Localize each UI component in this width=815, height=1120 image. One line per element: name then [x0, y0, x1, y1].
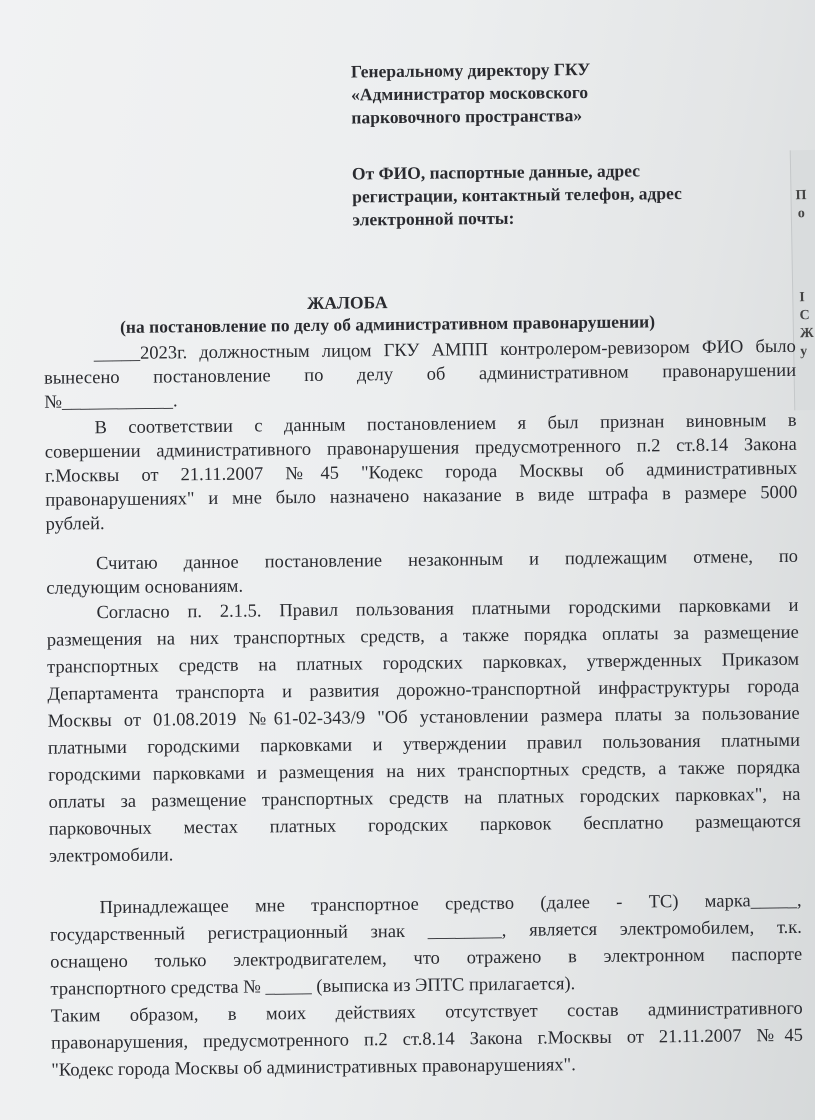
- body-line: транспортного средства № _____ (выписка из ЭПТС прилагается).: [50, 974, 576, 1000]
- edge-glyph: о: [797, 206, 805, 222]
- body-line: оснащено только электродвигателем, что отражено в электронном паспорте: [50, 944, 803, 973]
- edge-glyph: I: [799, 290, 805, 306]
- body-line: совершении административного правонарушения предусмотренного п.2 ст.8.14 Закона: [44, 434, 797, 463]
- body-line: Таким образом, в моих действиях отсутствует состав административного: [50, 998, 803, 1027]
- body-line: г.Москвы от 21.11.2007 №45 "Кодекс города Москвы об административных: [45, 458, 798, 487]
- body-line: В соответствии с данным постановлением я был признан виновным в: [94, 410, 797, 439]
- body-line: Считаю данное постановление незаконным и подлежащим отмене, по: [95, 546, 799, 575]
- addressee-line: «Администратор московского: [351, 82, 589, 105]
- body-line: _____2023г. должностным лицом ГКУ АМПП контролером-ревизором ФИО было: [93, 336, 796, 365]
- edge-glyph: у: [800, 344, 808, 360]
- body-line: вынесено постановление по делу об административном правонарушении: [43, 360, 797, 389]
- body-line: "Кодекс города Москвы об административных правонарушениях".: [51, 1055, 576, 1081]
- sender-line: От ФИО, паспортные данные, адрес: [351, 160, 641, 184]
- body-line: оплаты за размещение транспортных средств на платных городских парковках", на: [48, 784, 801, 813]
- body-line: Согласно п. 2.1.5. Правил пользования платными городскими парковками и: [96, 595, 799, 624]
- edge-glyph: П: [795, 188, 807, 204]
- addressee-line: Генеральному директору ГКУ: [350, 58, 591, 82]
- body-line: электромобили.: [48, 845, 174, 867]
- edge-glyph: С: [799, 308, 810, 324]
- body-line: Принадлежащее мне транспортное средство (далее - ТС) марка_____,: [99, 890, 802, 919]
- body-line: парковочных местах платных городских парковок бесплатно размещаются: [48, 811, 801, 840]
- body-line: городскими парковками и размещения на них транспортных средств, а также порядка: [48, 757, 801, 786]
- body-line: Департамента транспорта и развития дорожно-транспортной инфраструктуры города: [47, 676, 800, 705]
- body-line: рублей.: [45, 514, 105, 535]
- body-line: государственный регистрационный знак ________, является электромобилем, т.к.: [49, 917, 802, 946]
- sender-line: регистрации, контактный телефон, адрес: [352, 183, 682, 207]
- body-line: №____________.: [44, 391, 178, 413]
- body-line: следующим основаниям.: [46, 576, 244, 599]
- body-line: платными городскими парковками и утверждении правил пользования платными: [47, 730, 801, 759]
- sender-line: электронной почты:: [352, 207, 515, 230]
- addressee-block: [351, 56, 753, 231]
- addressee-line: парковочного пространства»: [351, 105, 583, 128]
- body-line: правонарушения, предусмотренного п.2 ст.8.14 Закона г.Москвы от 21.11.2007 №45: [50, 1025, 804, 1054]
- edge-glyph: Ж: [799, 325, 814, 342]
- document-subtitle: (на постановление по делу об административном правонарушении): [119, 311, 656, 337]
- body-line: Москвы от 01.08.2019 №61-02-343/9 "Об установлении размера платы за пользование: [47, 703, 800, 732]
- document-title: ЖАЛОБА: [306, 292, 388, 313]
- body-line: размещения на них транспортных средств, а также порядка оплаты за размещение: [46, 622, 799, 651]
- body-line: транспортных средств на платных городских парковках, утвержденных Приказом: [47, 649, 800, 678]
- body-line: правонарушениях" и мне было назначено наказание в виде штрафа в размере 5000: [45, 482, 798, 511]
